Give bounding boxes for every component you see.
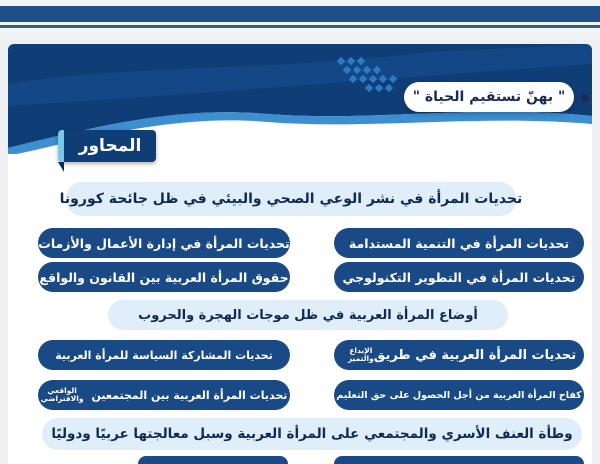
topic-right-4 [334, 380, 584, 410]
topic-right-3-text: تحديات المرأة العربية في طريق [373, 347, 577, 363]
topic-right-4-text: كفاح المرأة العربية من أجل الحصول على حق التعليم [336, 389, 582, 401]
topic-left-4-text: تحديات المرأة العربية بين المجتمعين [91, 388, 288, 402]
topic-left-3-text: تحديات المشاركة السياسة للمرأة العربية [55, 348, 273, 362]
topic-left-4-mini [41, 387, 84, 403]
topic-left-2 [38, 262, 290, 292]
topic-left-3 [38, 340, 290, 370]
topic-right-3-mini-1: الإبداع [349, 346, 373, 355]
topic-left-5-partial [138, 456, 288, 464]
topic-left-1 [38, 228, 290, 258]
topic-right-3-mini [348, 347, 374, 363]
topic-right-1 [334, 228, 584, 258]
topic-left-1-text: تحديات المرأة في إدارة الأعمال والأزمات [38, 235, 290, 251]
topic-left-4 [38, 380, 290, 410]
topic-right-3-mini-2: والتميز [347, 354, 374, 363]
theme-title-text: " بهنّ تستقيم الحياة " [412, 89, 566, 105]
topic-main-2 [108, 300, 508, 330]
topic-right-2-text: تحديات المرأة في التطوير التكنولوجي [342, 269, 576, 285]
bullet-icon [581, 94, 589, 102]
topic-main-1-text: تحديات المرأة في نشر الوعي الصحي والبيئي في ظل جائحة كورونا [59, 191, 523, 207]
badge-fold-icon [58, 162, 64, 172]
axes-badge [58, 130, 156, 162]
topic-right-1-text: تحديات المرأة في التنمية المستدامة [348, 235, 570, 251]
topic-main-1 [59, 182, 523, 216]
top-banner-bar [0, 6, 600, 22]
topics-card [8, 44, 592, 464]
top-banner-line [0, 25, 600, 28]
topic-right-5-partial [334, 456, 584, 464]
top-banner-strip [0, 0, 600, 38]
topic-main-3-text: وطأة العنف الأسري والمجتمعي على المرأة العربية وسبل معالجتها عربيًا ودوليًا [51, 426, 573, 442]
topic-main-3 [42, 418, 582, 450]
axes-label: المحاور [78, 136, 142, 156]
topic-left-4-mini-2: والافتراضي [40, 394, 84, 403]
topic-right-2 [334, 262, 584, 292]
topic-left-4-mini-1: الواقعي [47, 386, 77, 395]
topic-right-3 [334, 340, 584, 370]
theme-title [404, 82, 574, 112]
topic-left-2-text: حقوق المرأة العربية بين القانون والواقع [39, 269, 289, 285]
topic-main-2-text: أوضاع المرأة العربية في ظل موجات الهجرة والحروب [138, 307, 478, 323]
